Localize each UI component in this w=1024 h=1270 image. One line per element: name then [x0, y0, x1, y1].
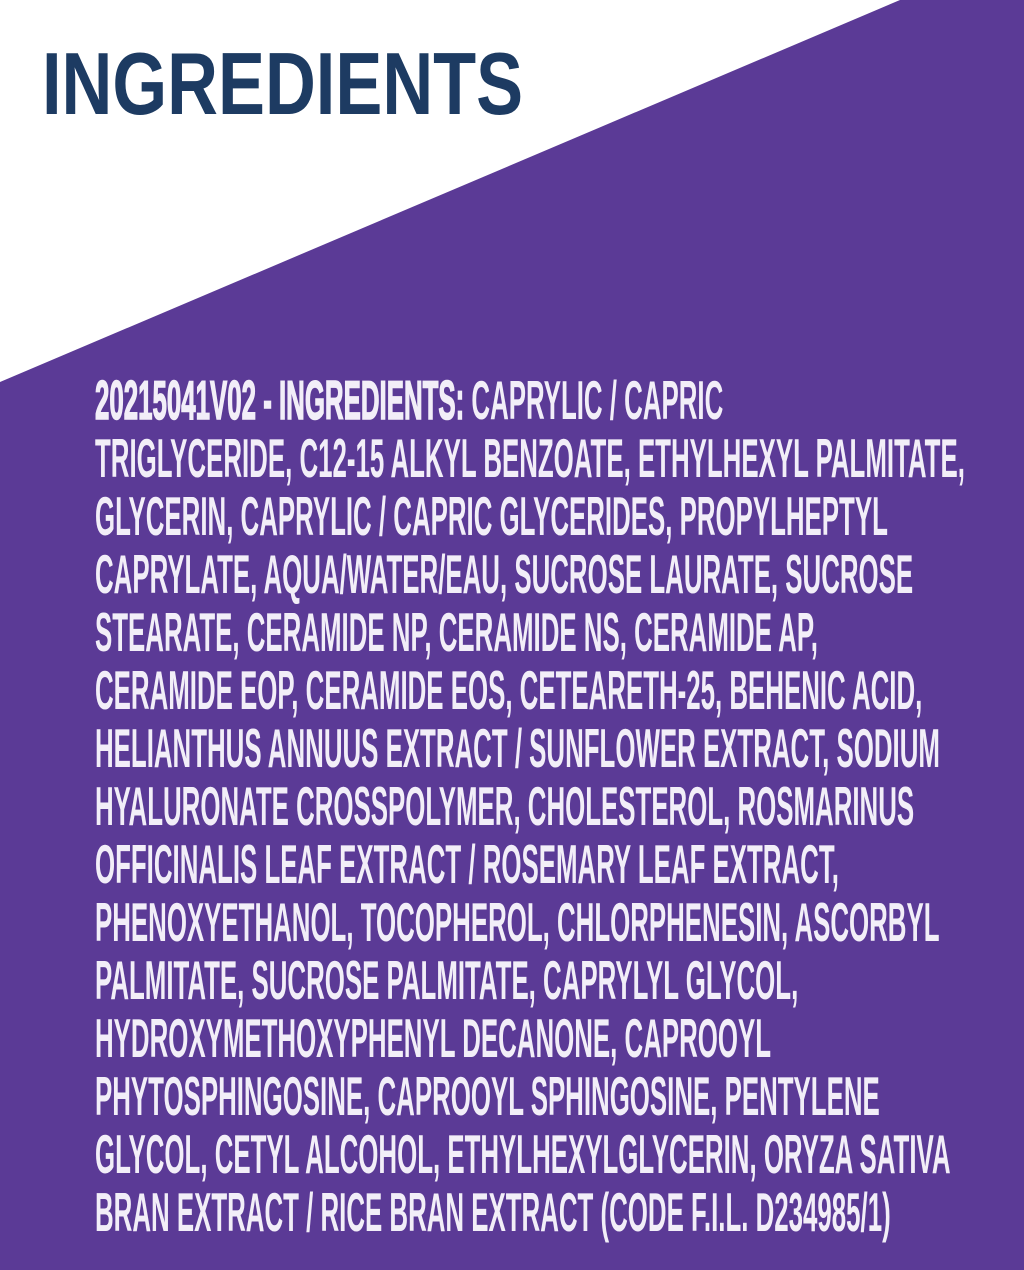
- ingredients-line: [95, 371, 965, 429]
- ingredients-line: HYALURONATE CROSSPOLYMER, CHOLESTEROL, ROSMARINUS: [95, 775, 915, 837]
- ingredients-line: BRAN EXTRACT / RICE BRAN EXTRACT (CODE F.I.L. D234985/1): [95, 1181, 891, 1243]
- ingredients-line: PHENOXYETHANOL, TOCOPHEROL, CHLORPHENESIN, ASCORBYL: [95, 891, 940, 953]
- ingredients-line: CAPRYLATE, AQUA/WATER/EAU, SUCROSE LAURATE, SUCROSE: [95, 543, 914, 605]
- ingredients-line: HYDROXYMETHOXYPHENYL DECANONE, CAPROOYL: [95, 1007, 772, 1069]
- ingredients-line: STEARATE, CERAMIDE NP, CERAMIDE NS, CERAMIDE AP,: [95, 601, 818, 663]
- ingredients-line: PHYTOSPHINGOSINE, CAPROOYL SPHINGOSINE, PENTYLENE: [95, 1065, 880, 1127]
- ingredients-line: HELIANTHUS ANNUUS EXTRACT / SUNFLOWER EXTRACT, SODIUM: [95, 717, 940, 779]
- ingredients-line: GLYCERIN, CAPRYLIC / CAPRIC GLYCERIDES, PROPYLHEPTYL: [95, 485, 888, 547]
- ingredients-heading: INGREDIENTS: [42, 34, 524, 133]
- ingredients-line: TRIGLYCERIDE, C12-15 ALKYL BENZOATE, ETHYLHEXYL PALMITATE,: [95, 427, 965, 489]
- ingredients-line: GLYCOL, CETYL ALCOHOL, ETHYLHEXYLGLYCERIN, ORYZA SATIVA: [95, 1123, 951, 1185]
- ingredients-line: OFFICINALIS LEAF EXTRACT / ROSEMARY LEAF EXTRACT,: [95, 833, 839, 895]
- batch-code-and-label: 20215041V02 - INGREDIENTS:: [95, 369, 465, 431]
- ingredients-line-text: CAPRYLIC / CAPRIC: [464, 369, 724, 431]
- ingredients-line: PALMITATE, SUCROSE PALMITATE, CAPRYLYL GLYCOL,: [95, 949, 799, 1011]
- ingredients-line: CERAMIDE EOP, CERAMIDE EOS, CETEARETH-25, BEHENIC ACID,: [95, 659, 923, 721]
- ingredients-text-block: [95, 371, 1024, 1241]
